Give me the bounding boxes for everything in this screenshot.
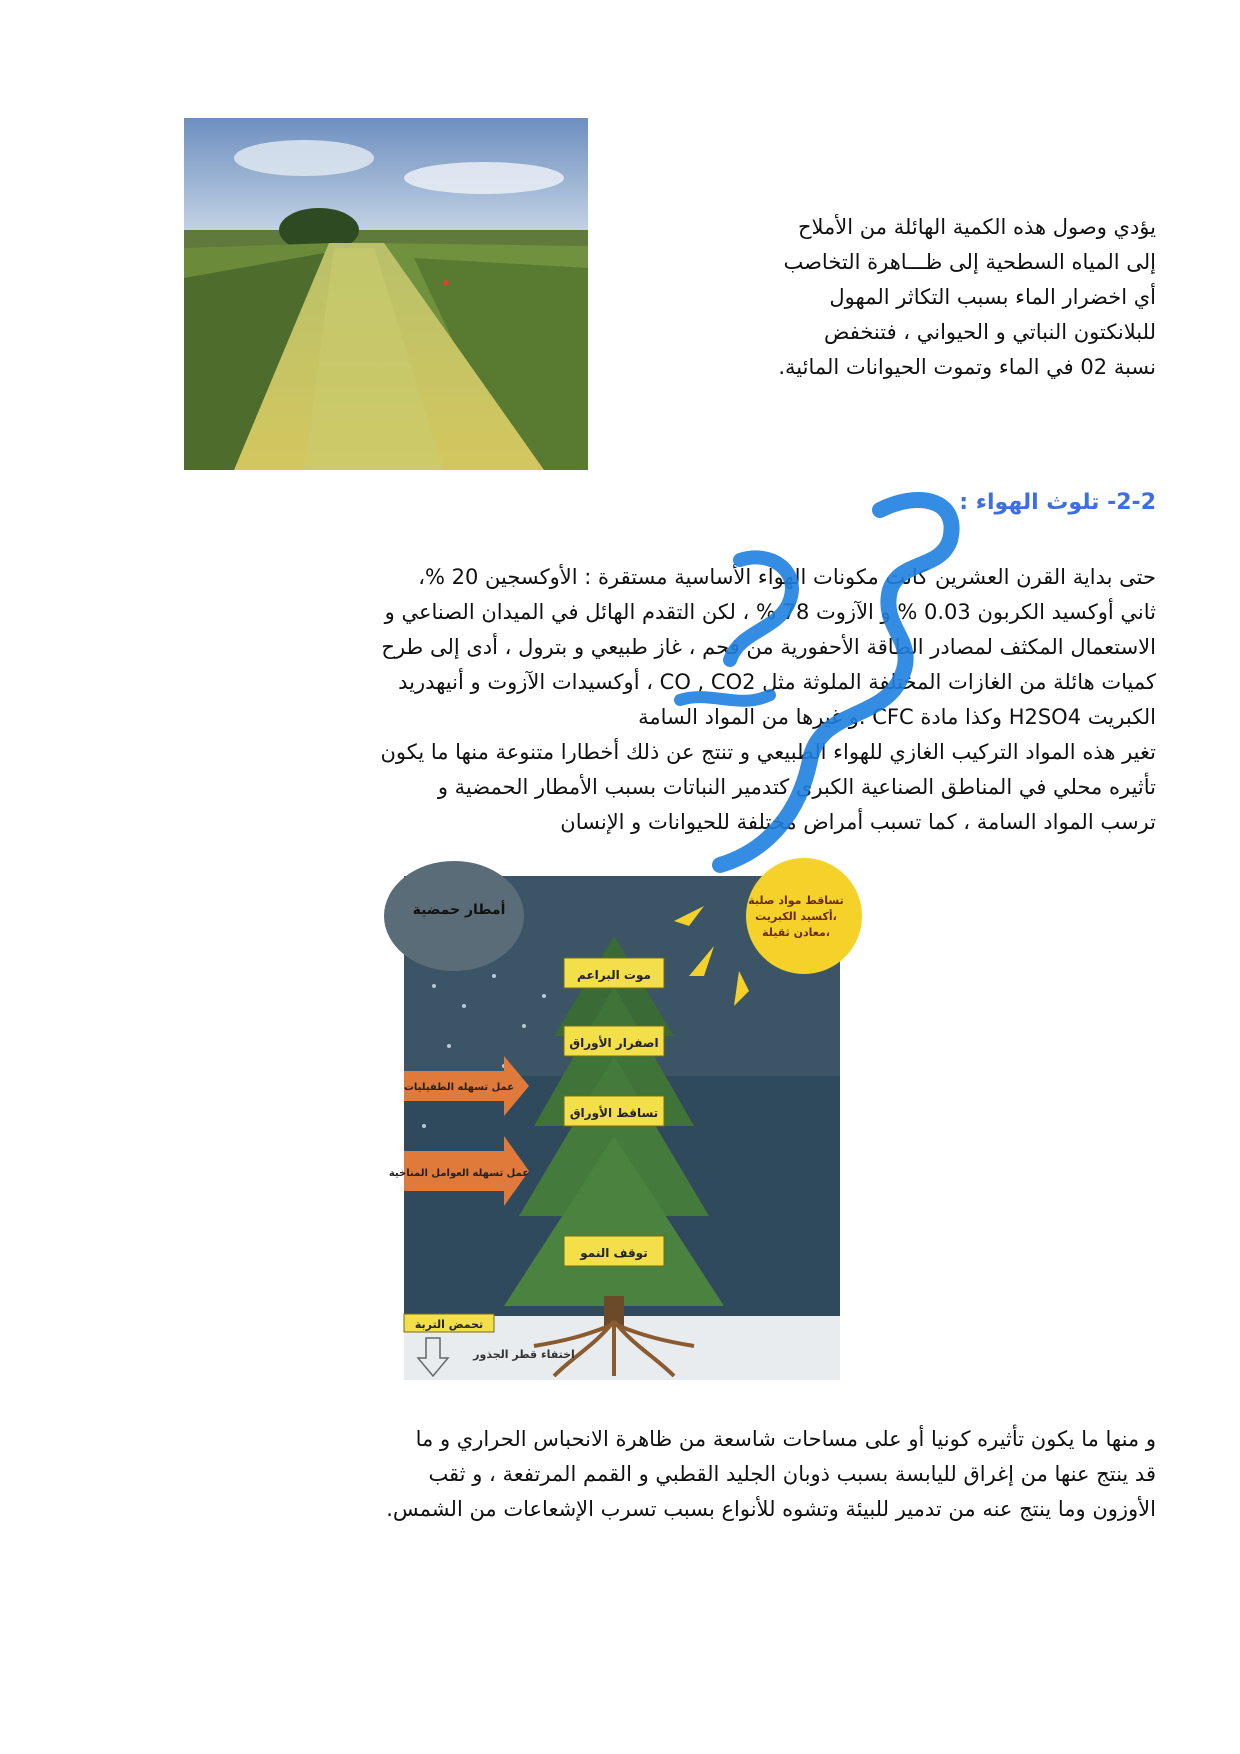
- arrow-climate: عمل تسهله العوامل المناخية: [388, 1168, 530, 1179]
- box-leaf-fall: تساقط الأوراق: [569, 1106, 659, 1120]
- co-formula: CO: [659, 670, 691, 694]
- cfc-formula: CFC: [872, 705, 914, 729]
- soil-acidification: تحمض التربة: [414, 1318, 484, 1331]
- air-pollution-paragraph: [86, 560, 1156, 840]
- outro-line: قد ينتج عنها من إغراق لليابسة بسبب ذوبان الجليد القطبي و القمم المرتفعة ، و ثقب: [428, 1462, 1156, 1486]
- co2-formula: CO2: [710, 670, 756, 694]
- intro-line: للبلانكتون النباتي و الحيواني ، فتنخفض: [824, 320, 1156, 344]
- intro-line-o2: [600, 350, 1156, 385]
- para-line-sulfur: [86, 700, 1156, 735]
- outro-line: الأوزون وما ينتج عنه من تدمير للبيئة وتشوه للأنواع بسبب تسرب الإشعاعات من الشمس.: [386, 1497, 1156, 1521]
- para-line: الاستعمال المكثف لمصادر الطاقة الأحفورية من فحم ، غاز طبيعي و بترول ، أدى إلى طرح: [381, 635, 1156, 659]
- sulfur-text: الكبريت: [1087, 705, 1156, 729]
- box-yellowing: اصفرار الأوراق: [569, 1036, 659, 1050]
- o2-formula: 02: [1080, 355, 1108, 379]
- arrow-parasites: عمل تسهله الطفيليات: [403, 1082, 515, 1093]
- intro-paragraph: [600, 210, 1156, 385]
- intro-line: يؤدي وصول هذه الكمية الهائلة من الأملاح: [797, 215, 1156, 239]
- para-line-gases: كميات هائلة من الغازات المختلفة الملوثة مثل CO , CO2 ، أوكسيدات الآزوت و أنيهدريد: [398, 670, 1156, 694]
- roots-label: اختفاء قطر الجذور: [473, 1348, 575, 1361]
- intro-line-end: في الماء وتموت الحيوانات المائية.: [778, 355, 1074, 379]
- para-line: تأثيره محلي في المناطق الصناعية الكبرى كتدمير النباتات بسبب الأمطار الحمضية و: [437, 775, 1156, 799]
- gases-text: كميات هائلة من الغازات المختلفة الملوثة مثل: [762, 670, 1156, 694]
- outro-line: و منها ما يكون تأثيره كونيا أو على مساحات شاسعة من ظاهرة الانحباس الحراري و ما: [415, 1427, 1156, 1451]
- h2so4-formula: H2SO4: [1008, 705, 1082, 729]
- intro-line: إلى المياه السطحية إلى ظـــاهرة التخاصب: [783, 250, 1156, 274]
- rain-label: أمطار حمضية: [412, 902, 506, 918]
- para-line: ترسب المواد السامة ، كما تسبب أمراض مختلفة للحيوانات و الإنسان: [560, 810, 1156, 834]
- eutrophic-canal-photo: [184, 118, 588, 470]
- intro-line: أي اخضرار الماء بسبب التكاثر المهول: [829, 285, 1156, 309]
- para-line: تغير هذه المواد التركيب الغازي للهواء الطبيعي و تنتج عن ذلك أخطارا متنوعة منها ما يكون: [380, 740, 1156, 764]
- acid-rain-tree-diagram: [388, 876, 844, 1380]
- toxic-text: .و غيرها من المواد السامة: [638, 705, 866, 729]
- sun-label-3: معادن ثقيلة،: [762, 926, 830, 939]
- box-growth-stop: توقف النمو: [580, 1246, 648, 1260]
- para-line: حتى بداية القرن العشرين كانت مكونات الهواء الأساسية مستقرة : الأوكسجين 20 %،: [418, 565, 1156, 589]
- sun-label-2: أكسيد الكبريت،: [755, 910, 837, 923]
- sun-label-1: تساقط مواد صلبة: [748, 894, 844, 907]
- cfc-text: وكذا مادة: [920, 705, 1003, 729]
- gases-text-end: ، أوكسيدات الآزوت و أنيهدريد: [398, 670, 653, 694]
- box-bud-death: موت البراعم: [577, 968, 651, 982]
- section-heading: 2-2- تلوث الهواء :: [959, 490, 1156, 515]
- para-line: ثاني أوكسيد الكربون 0.03 % و الآزوت 78 % ، لكن التقدم الهائل في الميدان الصناعي و: [384, 600, 1156, 624]
- o2-prefix: نسبة: [1113, 355, 1156, 379]
- global-effects-paragraph: [86, 1422, 1156, 1527]
